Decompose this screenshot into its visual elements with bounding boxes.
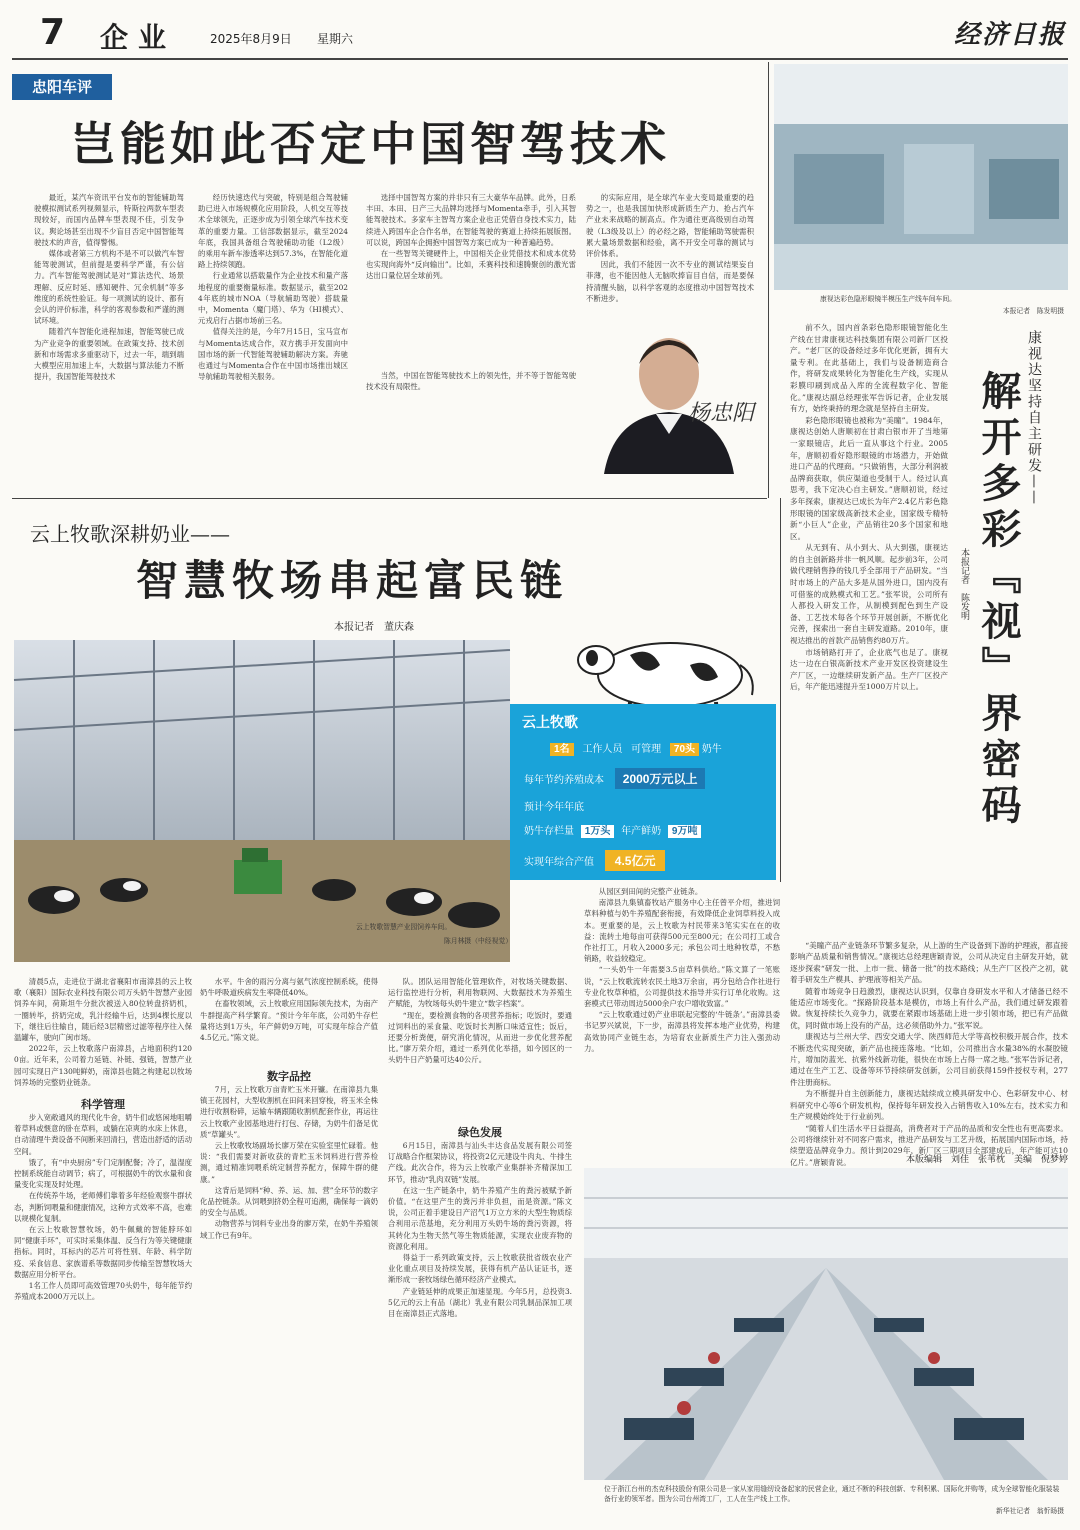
art3-col2: “美瞳产品产业链条环节繁多复杂，从上游的生产设备到下游的护理液，都直接影响产品质量和销售情况。”康视达总经理唐颖青说，公司从决定自主研发开始，就逐步探索“研发一批、上市一批、储备一批”的技术路线；从生产厂区投产之初，就着手研发生产模具、护理液等相关产品。 随着市场竞争日趋激烈，康视达认识到，仅靠自身研发水平和人才储备已经不能适应市场变化。“探路阶段基本是模仿，市场上有什么产品，我们通过研发跟着做。恢复持续长久竞争力，就要在紧跟市场基础上进一步引领市场，把已有产品做优，同时做市场上没有的产品，这必须借助外力。”张军说。 康视达与兰州大学、西安交通大学、陕西师范大学等高校积极开展合作，技术不断迭代实现突破，新产品也接连落地。“比如，公司推出含水量38%的水凝胶镜片，增加防蓝光、抗紫外线新功能，很快在市场上占得一席之地。”张军告诉记者，通过在生产工艺、设备等环节持续研发创新，公司目前获得159件授权专利，277件注册商标。 为不断提升自主创新能力，康视达陆续成立模具研发中心、色彩研发中心、材料研究中心等6个研发机构，保持每年研发投入占销售收入10%左右，技术实力和生产规模始终处于行业前列。 “随着人们生活水平日益提高，消费者对于产品的品质和安全性也有更高要求。公司将继续针对不同客户需求，推进产品研发与工艺升级，拓展国内国际市场，持续塑造品牌竞争力。预计到2029年，新厂区三期项目全部建成后，年产能可达10亿片。”唐颖青说。 <box>790 941 1068 1167</box>
info-cost-saving: 2000万元以上 <box>615 768 706 789</box>
author-photo <box>574 316 764 474</box>
vertical-rule-2 <box>780 498 781 882</box>
factory-photo-credit: 新华社记者 翁忻旸摄 <box>996 1507 1064 1515</box>
factory-photo-caption: 位于浙江台州的杰克科技股份有限公司是一家从家用缝纫设备起家的民营企业，通过不断的科技创新、专利积累、国际化并购等，成为全球智能化服装装备行业的领军者。图为公司台州湾工厂，工人在生产线上工作。 <box>604 1485 1060 1503</box>
page-number: 7 <box>40 12 66 53</box>
info-cow-count: 70头 <box>670 743 699 756</box>
art2-col4: 从园区到田间的完整产业链条。 南漳县九集镇畜牧站产服务中心主任曾平介绍，推进饲草料种植与奶牛养殖配套衔接，有效降低企业饲草料投入成本。更重要的是，云上牧歌为村民带来3笔实实在在的收益：流转土地每亩可获得500元至800元；在公司打工或合作社打工，月收入2000多元；承包公司土地种牧草，不愁销路，收益较稳定。 “一头奶牛一年需要3.5亩草料供给。”陈文算了一笔账说，“云上牧歌流转农民土地3万余亩，再分包给合作社进行专业化牧草种植，公司提供技术指导并实行订单化收购。这套模式已带动周边5000余户农户增收致富。” “云上牧歌通过奶产业串联起完整的‘牛链条’。”南漳县委书记罗兴斌说，下一步，南漳县将发挥本地产业优势，构建高效协同产业链生态，为培育农业新质生产力注入强劲动力。 <box>584 887 780 1053</box>
subhead-quality: 数字品控 <box>267 1070 311 1083</box>
page-header <box>12 12 1070 56</box>
masthead-logo: 经济日报 <box>953 20 1066 50</box>
author-signature: 杨忠阳 <box>687 401 754 426</box>
art2-col2-top: 水平。牛舍的雨污分离与氨气浓度控制系统，使得奶牛呼吸道疾病发生率降低40%。 在畜牧领域，云上牧歌应用国际领先技术，为南产牛群提高产科学繁育。“预计今年年底，公司奶牛存栏量将达到1万头，年产鲜奶9万吨，可实现年综合产值4.5亿元。”陈文说。 <box>200 977 378 1043</box>
art3-col1: 前不久，国内首条彩色隐形眼镜智能化生产线在甘肃康视达科技集团有限公司新厂区投产。“老厂区的设备经过多年优化更新，拥有大量专利。在此基础上，我们与设备制造商合作，将研发成果转化为智能化生产线，实现从彩膜印刷到成品入库的全流程数字化、智能化。”康视达副总经理张军告诉记者，企业发展有方，始终秉持的理念就是坚持自主研发。 彩色隐形眼镜也被称为“美瞳”。1984年，康视达创始人唐顺初在甘肃白银市开了当地第一家眼镜店，此后一直从事这个行业。2005年，唐顺初看好隐形眼镜的市场潜力，开始做进口产品的代理商。“只做销售，大部分利润被品牌商获取，供应渠道也受制于人。经过认真思考，我下定决心自主研发。”唐顺初说，经过多年探索，康视达已成长为年产2.4亿片彩色隐形眼镜的国家级高新技术企业，国家级专精特新“小巨人”企业，产品销往20多个国家和地区。 从无到有、从小到大、从大到强，康视达的自主创新路并非一帆风顺。起步前3年，公司做代理销售挣的钱几乎全部用于产品研发。“当时市场上的产品大多是从国外进口，国内没有可借鉴的成熟模式和工艺。”张军说，公司所有人都投入研发工作，从制模到配色到生产设备、工艺技术每各个环节开展创新，不断优化完善，探索出一套自主研发道路。2010年，康视达推出的首款产品销售约80万片。 市场销路打开了，企业底气也足了。康视达一边在白银高新技术产业开发区投资建设生产厂区，一边继续研发新产品。生产厂区投产后，年产能迅速提升至1000万片以上。 <box>790 323 948 692</box>
subhead-science: 科学管理 <box>81 1098 125 1111</box>
art3-kicker: 康视达坚持自主研发—— <box>1026 330 1042 506</box>
lens-photo-caption: 康视达彩色隐形眼镜半模压生产线车间车间。 <box>820 295 956 303</box>
art2-col1-bottom: 步入宽敞通风的现代化牛舍，奶牛们或悠闲地咀嚼着草料或惬意的卧在草料，或躺在凉爽的水床上休息，自动清理牛粪设备不间断来回清扫，营造出舒适的活动空间。 饿了，有“中央厨房”专门定制配餐；冷了，温湿度控制系统能自动调节；病了，可根据奶牛的饮水量和食量变化实现及时处理。 在传统养牛场，老师傅们靠着多年经验观察牛群状态，判断饲喂量和健康情况，这种方式效率不高，也难以规模化复制。 在云上牧歌智慧牧场，奶牛佩戴的智能脖环如同“健康手环”，可实时采集体温、反刍行为等关键健康指标。同时，耳标内的芯片可将性别、年龄、科学防疫、采食信息、家族谱系等数据同步传输至智慧牧场大数据应用分析平台。 1名工作人员即可高效管理70头奶牛，每年能节约养殖成本2000万元以上。 <box>14 1113 192 1302</box>
art1-col4: 的实际应用，是全球汽车业大变局最重要的趋势之一，也是我国加快形成新质生产力、抢占汽车产业未来战略的制高点。作为通往更高级别自动驾驶（L3级及以上）的必经之路，智能辅助驾驶需积累大量场景数据和经验，离不开安全可靠的测试与评价体系。 因此，我们不能因一次不专业的测试结果妄自菲薄，也不能因他人无脑吹捧盲目自信，而是要保持清醒头脑，以科学客观的态度推动中国智驾技术不断进步。 <box>586 193 754 303</box>
art2-col3-bottom: 6月15日，南漳县与汕头丰达食品发展有限公司签订战略合作框架协议，将投资2亿元建设牛肉丸、牛排生产线。此次合作，将为云上牧歌产业集群补齐精深加工环节，推动“乳肉双链”发展。 在这一生产链条中，奶牛养殖产生的粪污被赋予新价值。“在这里产生的粪污并非负担，而是资源。”陈文说，公司正着手建设日产沼气1万立方米的大型生物质综合利用示范基地，充分利用万头奶牛场的粪污资源，将其转化为生物天然气等生物质能源，实现农业废弃物的资源化利用。 得益于一系列政策支持，云上牧歌获批省级农业产业化重点项目及持续发展，获得有机产品认证证书，逐渐形成一套牧场绿色循环经济产业模式。 产业链延伸的成果正加速显现。今年5月，总投资3.5亿元的云上有品（湖北）乳业有限公司乳制品深加工项目在南漳县正式落地。 <box>388 1141 572 1319</box>
art3-headline: 解开多彩『视』界密码 <box>975 370 1022 830</box>
art1-col1: 最近，某汽车资讯平台发布的智能辅助驾驶模拟测试系列视频显示，特斯拉两款车型表现较好，而国内品牌车型表现不佳，引发争议。舆论场甚至出现不少盲目否定中国智能驾驶技术的声音，值得警惕。 媒体或者第三方机构不是不可以做汽车智能驾驶测试，但前提是要科学严谨，有公信力。汽车智能驾驶测试是对“算法迭代、场景理解、反应时延、感知硬件、冗余机制”等多维度的系统性验证。每一项测试的设计、都有会认的评价标准，科学的客观参数和严谨的测试环境。 随着汽车智能化进程加速，智能驾驶已成为产业竞争的重要领域。在政策支持、技术创新和市场需求多重驱动下，过去一年，端到端大模型应用加速上车，大数据与算法能力不断提升，我国智能驾驶技术 <box>34 193 184 382</box>
info-staff-count: 1名 <box>550 743 574 756</box>
info-row2: 每年节约养殖成本 2000万元以上 <box>524 768 774 789</box>
info-herd-size: 1万头 <box>581 825 615 838</box>
info-milk-output: 9万吨 <box>668 825 702 838</box>
column-tag: 忠阳车评 <box>12 74 112 100</box>
info-row4: 奶牛存栏量 1万头 年产鲜奶 9万吨 <box>524 822 774 837</box>
info-row3: 预计今年年底 <box>524 802 584 813</box>
art2-col2-bottom: 7月，云上牧歌万亩青贮玉米开镰。在南漳县九集镇王花园村，大型收割机在田间来回穿梭，将玉米全株进行收割粉碎，运输车辆跟随收割机配套作业，再运往云上牧歌产业园基地进行打包、存储，为奶牛们备足优质“草罐头”。 云上牧歌牧场副场长廖万荣在实验室里忙碌着。他说：“我们需要对新收获的青贮玉米饲料进行营养检测，通过精准饲喂系统定制营养配方，保障牛群的健康。” 这背后是饲料“种、养、运、加、营”全环节的数字化品控链条。从饲喂到挤奶全程可追溯，确保每一滴奶的安全与品质。 动物营养与饲料专业出身的廖万荣，在奶牛养殖领域工作已有9年。 <box>200 1085 378 1240</box>
issue-weekday: 星期六 <box>317 32 354 46</box>
art1-col2: 经历快速迭代与突破，特别是组合驾驶辅助已进入市场规模化应用阶段，人机交互等技术全球领先，正逐步成为引领全球汽车技术变革的重要力量。工信部数据显示，截至2024年底，我国具备组合驾驶辅助功能（L2级）的乘用车新车渗透率达到57.3%，在智能化道路上持续领跑。 行业通常以搭载量作为企业技术和量产落地程度的重要衡量标准。数据显示，截至2024年底的城市NOA（导航辅助驾驶）搭载量中，Momenta（魔门塔）、华为（HI模式）、元戎启行占据市场前三名。 值得关注的是，今年7月15日，宝马宣布与Momenta达成合作，双方携手开发面向中国市场的新一代智能驾驶辅助解决方案。奔驰也通过与Momenta合作在中国市场推出城区导航辅助驾驶相关服务。 <box>198 193 348 382</box>
info-brand: 云上牧歌 <box>522 714 578 730</box>
farm-photo-credit: 陈月林摄（中经视觉） <box>444 937 512 945</box>
art1-bottom-rule <box>12 498 767 499</box>
lens-photo-credit: 本报记者 陈发明摄 <box>1002 307 1064 315</box>
info-row1: 1名 工作人员 可管理 70头 奶牛 <box>550 740 770 755</box>
vertical-rule <box>768 62 769 498</box>
cow-infographic <box>510 704 776 880</box>
art2-col3-top: 队。团队运用智能化管理软件，对牧场关键数据、运行监控进行分析，利用物联网、大数据技术为养殖生产赋能，为牧场每头奶牛建立“数字档案”。 “现在，要检测食物的各项营养指标；吃饭时，要通过饲料出的采食量、吃饭时长判断口味适宜性；饭后，还要分析粪便，研究消化情况，从而进一步优化营养配比。”廖万荣介绍，通过一系列优化举措，如今园区的一头奶牛日产奶量可达40公斤。 <box>388 977 572 1065</box>
art2-kicker: 云上牧歌深耕奶业—— <box>30 522 230 546</box>
farm-photo-caption: 云上牧歌智慧产业园饲养车间。 <box>356 923 452 931</box>
subhead-green: 绿色发展 <box>458 1126 502 1139</box>
art2-byline: 本报记者 董庆森 <box>334 622 414 633</box>
art1-col3-top: 选择中国智驾方案的并非只有三大豪华车品牌。此外，日系丰田、本田、日产三大品牌均选择与Momenta牵手，引入其智能驾驶技术。多家车主智驾方案企业也正凭借自身技术实力，陆续进入跨国车企合作名单，在智能驾驶的赛道上持续拓展版图。可以说，跨国车企拥抱中国智驾方案已成为一种普遍趋势。 在一些智驾关键硬件上，中国相关企业凭借技术和成本优势也实现向海外“反向输出”。比如，禾赛科技和速腾聚创的激光雷达出口量位居全球前列。 <box>366 193 576 281</box>
header-rule <box>12 58 1068 60</box>
section-name: 企业 <box>100 21 177 54</box>
issue-date: 2025年8月9日 <box>210 32 292 46</box>
art3-byline: 本报记者 陈发明 <box>959 548 969 620</box>
info-row5: 实现年综合产值 4.5亿元 <box>524 850 774 871</box>
farm-photo <box>14 640 510 962</box>
art1-headline: 岂能如此否定中国智驾技术 <box>70 117 670 171</box>
art2-col1-top: 清晨5点，走进位于湖北省襄阳市南漳县的云上牧歌（襄阳）国际农业科技有限公司万头奶牛智慧产业园饲养车间，荷斯坦牛分批次被送入80位转盘挤奶机，一圈转毕，挤奶完成，乳汁经输牛后，达到4棵长度以下，继往后往输自，随后经3层精密过滤等程序往入保温罐车，驶向广闽市场。 2022年，云上牧歌落户南漳县，占地面积约1200亩。近年来，公司着力延链、补链、强链，智慧产业园可实现日产130吨鲜奶，南漳县也随之构建起以牧场饲养场的完整奶业链条。 <box>14 977 192 1087</box>
sewing-factory-photo <box>584 1168 1068 1480</box>
art1-col3-bottom: 当然，中国在智能驾驶技术上的领先性，并不等于智能驾驶技术没有局限性。 <box>366 371 576 392</box>
page-editors: 本版编辑 刘佳 张苇枕 美编 倪梦婷 <box>905 1155 1068 1165</box>
lens-factory-photo <box>774 64 1068 290</box>
art2-headline: 智慧牧场串起富民链 <box>136 556 569 605</box>
info-output-value: 4.5亿元 <box>605 850 666 871</box>
